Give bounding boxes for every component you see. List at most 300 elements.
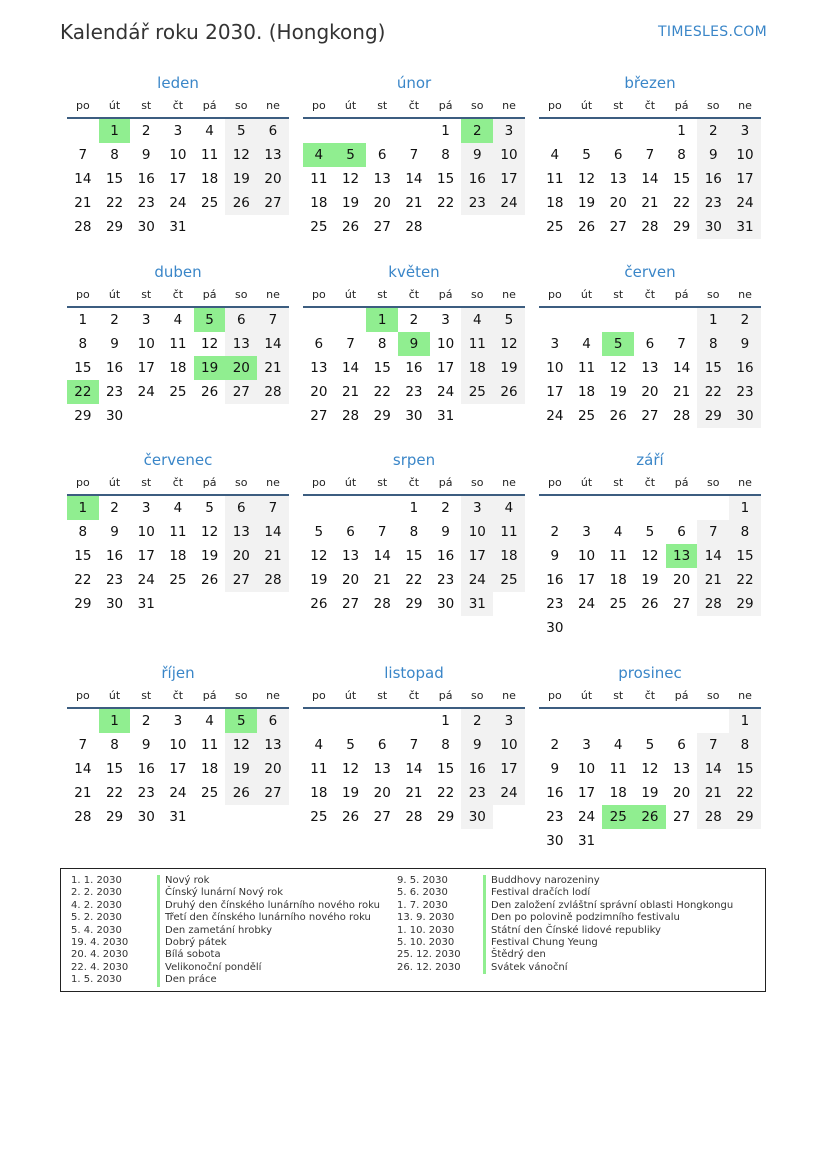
day-cell[interactable]: 27 xyxy=(341,596,360,612)
day-cell[interactable]: 22 xyxy=(437,195,455,211)
day-cell[interactable]: 21 xyxy=(257,356,289,380)
day-cell[interactable]: 27 xyxy=(609,219,627,235)
day-cell[interactable]: 23 xyxy=(405,384,423,400)
day-cell[interactable]: 15 xyxy=(729,757,761,781)
holiday-cell[interactable]: 5 xyxy=(225,709,257,733)
day-cell[interactable]: 2 xyxy=(461,709,493,733)
day-cell[interactable]: 14 xyxy=(257,332,289,356)
day-cell[interactable]: 3 xyxy=(461,496,493,520)
day-cell[interactable]: 25 xyxy=(546,219,564,235)
day-cell[interactable]: 25 xyxy=(310,809,328,825)
day-cell[interactable]: 12 xyxy=(341,761,360,777)
day-cell[interactable]: 6 xyxy=(257,119,289,143)
day-cell[interactable]: 11 xyxy=(609,548,627,564)
day-cell[interactable]: 18 xyxy=(169,548,187,564)
day-cell[interactable]: 8 xyxy=(729,520,761,544)
holiday-cell[interactable]: 4 xyxy=(303,143,335,167)
holiday-cell[interactable]: 2 xyxy=(461,119,493,143)
day-cell[interactable]: 12 xyxy=(225,143,257,167)
day-cell[interactable]: 31 xyxy=(461,592,493,616)
day-cell[interactable]: 6 xyxy=(613,147,623,163)
day-cell[interactable]: 7 xyxy=(409,147,419,163)
day-cell[interactable]: 27 xyxy=(673,809,691,825)
day-cell[interactable]: 11 xyxy=(201,147,219,163)
day-cell[interactable]: 18 xyxy=(201,171,219,187)
holiday-cell[interactable]: 5 xyxy=(602,332,634,356)
day-cell[interactable]: 19 xyxy=(341,195,360,211)
day-cell[interactable]: 15 xyxy=(405,548,423,564)
day-cell[interactable]: 27 xyxy=(373,219,391,235)
day-cell[interactable]: 10 xyxy=(729,143,761,167)
day-cell[interactable]: 16 xyxy=(461,757,493,781)
day-cell[interactable]: 30 xyxy=(437,596,455,612)
day-cell[interactable]: 12 xyxy=(577,171,596,187)
day-cell[interactable]: 18 xyxy=(577,384,596,400)
day-cell[interactable]: 11 xyxy=(310,171,328,187)
day-cell[interactable]: 23 xyxy=(437,572,455,588)
day-cell[interactable]: 29 xyxy=(697,404,729,428)
day-cell[interactable]: 7 xyxy=(377,524,387,540)
day-cell[interactable]: 4 xyxy=(493,496,525,520)
day-cell[interactable]: 5 xyxy=(346,737,355,753)
day-cell[interactable]: 15 xyxy=(729,544,761,568)
day-cell[interactable]: 19 xyxy=(641,785,659,801)
day-cell[interactable]: 28 xyxy=(74,809,92,825)
day-cell[interactable]: 27 xyxy=(225,380,257,404)
day-cell[interactable]: 17 xyxy=(137,360,155,376)
day-cell[interactable]: 8 xyxy=(677,147,686,163)
day-cell[interactable]: 9 xyxy=(141,737,151,753)
day-cell[interactable]: 28 xyxy=(257,568,289,592)
day-cell[interactable]: 28 xyxy=(74,219,92,235)
day-cell[interactable]: 2 xyxy=(141,123,151,139)
day-cell[interactable]: 22 xyxy=(373,384,391,400)
day-cell[interactable]: 28 xyxy=(697,592,729,616)
day-cell[interactable]: 12 xyxy=(341,171,360,187)
day-cell[interactable]: 16 xyxy=(437,548,455,564)
day-cell[interactable]: 23 xyxy=(137,195,155,211)
day-cell[interactable]: 19 xyxy=(310,572,328,588)
day-cell[interactable]: 26 xyxy=(225,191,257,215)
day-cell[interactable]: 29 xyxy=(729,805,761,829)
day-cell[interactable]: 19 xyxy=(577,195,596,211)
day-cell[interactable]: 26 xyxy=(609,408,627,424)
day-cell[interactable]: 2 xyxy=(550,524,560,540)
day-cell[interactable]: 3 xyxy=(729,119,761,143)
day-cell[interactable]: 18 xyxy=(609,572,627,588)
holiday-cell[interactable]: 1 xyxy=(99,119,131,143)
day-cell[interactable]: 26 xyxy=(641,596,659,612)
day-cell[interactable]: 23 xyxy=(546,809,564,825)
day-cell[interactable]: 8 xyxy=(110,147,119,163)
day-cell[interactable]: 14 xyxy=(373,548,391,564)
holiday-cell[interactable]: 9 xyxy=(398,332,430,356)
day-cell[interactable]: 8 xyxy=(729,733,761,757)
day-cell[interactable]: 16 xyxy=(729,356,761,380)
day-cell[interactable]: 17 xyxy=(437,360,455,376)
day-cell[interactable]: 25 xyxy=(169,572,187,588)
day-cell[interactable]: 1 xyxy=(78,312,88,328)
day-cell[interactable]: 30 xyxy=(729,404,761,428)
day-cell[interactable]: 14 xyxy=(405,171,423,187)
day-cell[interactable]: 28 xyxy=(405,219,423,235)
day-cell[interactable]: 3 xyxy=(550,336,560,352)
day-cell[interactable]: 21 xyxy=(74,195,92,211)
day-cell[interactable]: 21 xyxy=(673,384,691,400)
day-cell[interactable]: 6 xyxy=(377,737,387,753)
day-cell[interactable]: 18 xyxy=(609,785,627,801)
day-cell[interactable]: 28 xyxy=(257,380,289,404)
day-cell[interactable]: 1 xyxy=(441,713,450,729)
day-cell[interactable]: 4 xyxy=(461,308,493,332)
day-cell[interactable]: 24 xyxy=(577,809,596,825)
day-cell[interactable]: 4 xyxy=(173,312,183,328)
day-cell[interactable]: 6 xyxy=(346,524,355,540)
day-cell[interactable]: 29 xyxy=(74,596,92,612)
day-cell[interactable]: 20 xyxy=(673,572,691,588)
day-cell[interactable]: 21 xyxy=(257,544,289,568)
day-cell[interactable]: 29 xyxy=(405,596,423,612)
day-cell[interactable]: 28 xyxy=(373,596,391,612)
day-cell[interactable]: 2 xyxy=(409,312,419,328)
day-cell[interactable]: 27 xyxy=(373,809,391,825)
day-cell[interactable]: 24 xyxy=(169,195,187,211)
day-cell[interactable]: 20 xyxy=(609,195,627,211)
day-cell[interactable]: 8 xyxy=(110,737,119,753)
day-cell[interactable]: 4 xyxy=(550,147,560,163)
day-cell[interactable]: 14 xyxy=(405,761,423,777)
day-cell[interactable]: 11 xyxy=(577,360,596,376)
day-cell[interactable]: 28 xyxy=(341,408,360,424)
day-cell[interactable]: 28 xyxy=(405,809,423,825)
day-cell[interactable]: 6 xyxy=(225,308,257,332)
holiday-cell[interactable]: 19 xyxy=(194,356,226,380)
day-cell[interactable]: 23 xyxy=(461,781,493,805)
day-cell[interactable]: 10 xyxy=(461,520,493,544)
day-cell[interactable]: 7 xyxy=(78,737,88,753)
day-cell[interactable]: 19 xyxy=(341,785,360,801)
day-cell[interactable]: 10 xyxy=(577,761,596,777)
day-cell[interactable]: 1 xyxy=(729,709,761,733)
day-cell[interactable]: 19 xyxy=(225,757,257,781)
day-cell[interactable]: 20 xyxy=(257,167,289,191)
day-cell[interactable]: 25 xyxy=(201,785,219,801)
day-cell[interactable]: 6 xyxy=(314,336,324,352)
day-cell[interactable]: 10 xyxy=(493,733,525,757)
day-cell[interactable]: 16 xyxy=(697,167,729,191)
day-cell[interactable]: 8 xyxy=(697,332,729,356)
day-cell[interactable]: 28 xyxy=(641,219,659,235)
day-cell[interactable]: 9 xyxy=(550,761,560,777)
day-cell[interactable]: 12 xyxy=(201,524,219,540)
day-cell[interactable]: 7 xyxy=(409,737,419,753)
day-cell[interactable]: 25 xyxy=(461,380,493,404)
day-cell[interactable]: 26 xyxy=(341,809,360,825)
day-cell[interactable]: 18 xyxy=(546,195,564,211)
day-cell[interactable]: 30 xyxy=(546,620,564,636)
day-cell[interactable]: 6 xyxy=(677,524,686,540)
day-cell[interactable]: 22 xyxy=(437,785,455,801)
day-cell[interactable]: 17 xyxy=(169,171,187,187)
day-cell[interactable]: 15 xyxy=(437,761,455,777)
day-cell[interactable]: 23 xyxy=(137,785,155,801)
day-cell[interactable]: 20 xyxy=(310,384,328,400)
day-cell[interactable]: 30 xyxy=(546,833,564,849)
holiday-cell[interactable]: 1 xyxy=(366,308,398,332)
day-cell[interactable]: 26 xyxy=(310,596,328,612)
day-cell[interactable]: 16 xyxy=(405,360,423,376)
day-cell[interactable]: 29 xyxy=(105,809,124,825)
day-cell[interactable]: 24 xyxy=(577,596,596,612)
day-cell[interactable]: 30 xyxy=(105,408,124,424)
day-cell[interactable]: 30 xyxy=(405,408,423,424)
day-cell[interactable]: 9 xyxy=(729,332,761,356)
day-cell[interactable]: 21 xyxy=(74,785,92,801)
day-cell[interactable]: 15 xyxy=(105,761,124,777)
day-cell[interactable]: 30 xyxy=(137,809,155,825)
day-cell[interactable]: 10 xyxy=(437,336,455,352)
day-cell[interactable]: 2 xyxy=(441,500,450,516)
day-cell[interactable]: 17 xyxy=(169,761,187,777)
day-cell[interactable]: 26 xyxy=(201,384,219,400)
day-cell[interactable]: 5 xyxy=(493,308,525,332)
day-cell[interactable]: 7 xyxy=(257,496,289,520)
day-cell[interactable]: 13 xyxy=(673,761,691,777)
day-cell[interactable]: 30 xyxy=(105,596,124,612)
day-cell[interactable]: 9 xyxy=(697,143,729,167)
day-cell[interactable]: 29 xyxy=(673,219,691,235)
day-cell[interactable]: 27 xyxy=(257,191,289,215)
day-cell[interactable]: 18 xyxy=(310,785,328,801)
day-cell[interactable]: 24 xyxy=(169,785,187,801)
day-cell[interactable]: 26 xyxy=(341,219,360,235)
day-cell[interactable]: 24 xyxy=(729,191,761,215)
day-cell[interactable]: 26 xyxy=(577,219,596,235)
day-cell[interactable]: 2 xyxy=(110,500,119,516)
day-cell[interactable]: 22 xyxy=(697,380,729,404)
day-cell[interactable]: 22 xyxy=(105,195,124,211)
day-cell[interactable]: 27 xyxy=(673,596,691,612)
day-cell[interactable]: 16 xyxy=(546,572,564,588)
day-cell[interactable]: 29 xyxy=(105,219,124,235)
day-cell[interactable]: 11 xyxy=(169,336,187,352)
day-cell[interactable]: 15 xyxy=(105,171,124,187)
day-cell[interactable]: 20 xyxy=(225,544,257,568)
day-cell[interactable]: 11 xyxy=(310,761,328,777)
day-cell[interactable]: 12 xyxy=(609,360,627,376)
day-cell[interactable]: 21 xyxy=(641,195,659,211)
day-cell[interactable]: 13 xyxy=(341,548,360,564)
day-cell[interactable]: 5 xyxy=(314,524,324,540)
day-cell[interactable]: 28 xyxy=(673,408,691,424)
day-cell[interactable]: 21 xyxy=(341,384,360,400)
day-cell[interactable]: 27 xyxy=(641,408,659,424)
day-cell[interactable]: 3 xyxy=(173,123,183,139)
day-cell[interactable]: 6 xyxy=(645,336,655,352)
day-cell[interactable]: 22 xyxy=(105,785,124,801)
day-cell[interactable]: 31 xyxy=(437,408,455,424)
day-cell[interactable]: 26 xyxy=(493,380,525,404)
day-cell[interactable]: 27 xyxy=(225,568,257,592)
day-cell[interactable]: 15 xyxy=(437,171,455,187)
day-cell[interactable]: 5 xyxy=(582,147,591,163)
day-cell[interactable]: 22 xyxy=(405,572,423,588)
day-cell[interactable]: 21 xyxy=(697,568,729,592)
day-cell[interactable]: 2 xyxy=(110,312,119,328)
day-cell[interactable]: 11 xyxy=(546,171,564,187)
day-cell[interactable]: 17 xyxy=(577,785,596,801)
holiday-cell[interactable]: 20 xyxy=(225,356,257,380)
day-cell[interactable]: 29 xyxy=(373,408,391,424)
day-cell[interactable]: 21 xyxy=(373,572,391,588)
day-cell[interactable]: 8 xyxy=(78,336,88,352)
day-cell[interactable]: 12 xyxy=(493,332,525,356)
day-cell[interactable]: 30 xyxy=(697,215,729,239)
day-cell[interactable]: 4 xyxy=(582,336,591,352)
day-cell[interactable]: 31 xyxy=(137,596,155,612)
day-cell[interactable]: 3 xyxy=(493,119,525,143)
day-cell[interactable]: 24 xyxy=(493,781,525,805)
day-cell[interactable]: 24 xyxy=(137,572,155,588)
day-cell[interactable]: 27 xyxy=(310,408,328,424)
day-cell[interactable]: 10 xyxy=(137,524,155,540)
day-cell[interactable]: 6 xyxy=(257,709,289,733)
day-cell[interactable]: 18 xyxy=(493,544,525,568)
day-cell[interactable]: 13 xyxy=(373,171,391,187)
day-cell[interactable]: 3 xyxy=(582,737,591,753)
day-cell[interactable]: 20 xyxy=(257,757,289,781)
day-cell[interactable]: 18 xyxy=(169,360,187,376)
day-cell[interactable]: 8 xyxy=(441,147,450,163)
day-cell[interactable]: 17 xyxy=(546,384,564,400)
day-cell[interactable]: 3 xyxy=(441,312,450,328)
day-cell[interactable]: 19 xyxy=(201,548,219,564)
day-cell[interactable]: 11 xyxy=(493,520,525,544)
day-cell[interactable]: 19 xyxy=(641,572,659,588)
day-cell[interactable]: 15 xyxy=(673,171,691,187)
day-cell[interactable]: 29 xyxy=(437,809,455,825)
day-cell[interactable]: 10 xyxy=(493,143,525,167)
site-logo[interactable]: TIMESLES.COM xyxy=(658,24,767,40)
day-cell[interactable]: 31 xyxy=(169,219,187,235)
day-cell[interactable]: 31 xyxy=(729,215,761,239)
day-cell[interactable]: 13 xyxy=(310,360,328,376)
day-cell[interactable]: 21 xyxy=(405,195,423,211)
day-cell[interactable]: 23 xyxy=(105,572,124,588)
day-cell[interactable]: 22 xyxy=(729,781,761,805)
day-cell[interactable]: 5 xyxy=(205,500,214,516)
day-cell[interactable]: 3 xyxy=(582,524,591,540)
day-cell[interactable]: 7 xyxy=(346,336,355,352)
day-cell[interactable]: 1 xyxy=(677,123,686,139)
day-cell[interactable]: 8 xyxy=(441,737,450,753)
day-cell[interactable]: 16 xyxy=(137,171,155,187)
day-cell[interactable]: 21 xyxy=(405,785,423,801)
day-cell[interactable]: 14 xyxy=(341,360,360,376)
day-cell[interactable]: 17 xyxy=(137,548,155,564)
day-cell[interactable]: 11 xyxy=(169,524,187,540)
day-cell[interactable]: 1 xyxy=(409,500,419,516)
day-cell[interactable]: 7 xyxy=(697,520,729,544)
day-cell[interactable]: 6 xyxy=(377,147,387,163)
day-cell[interactable]: 31 xyxy=(169,809,187,825)
day-cell[interactable]: 13 xyxy=(373,761,391,777)
day-cell[interactable]: 23 xyxy=(461,191,493,215)
day-cell[interactable]: 6 xyxy=(677,737,686,753)
day-cell[interactable]: 27 xyxy=(257,781,289,805)
day-cell[interactable]: 7 xyxy=(697,733,729,757)
day-cell[interactable]: 20 xyxy=(373,785,391,801)
day-cell[interactable]: 10 xyxy=(169,737,187,753)
day-cell[interactable]: 25 xyxy=(201,195,219,211)
day-cell[interactable]: 14 xyxy=(697,544,729,568)
day-cell[interactable]: 29 xyxy=(74,408,92,424)
day-cell[interactable]: 30 xyxy=(461,805,493,829)
day-cell[interactable]: 24 xyxy=(437,384,455,400)
day-cell[interactable]: 13 xyxy=(257,143,289,167)
day-cell[interactable]: 4 xyxy=(613,524,623,540)
day-cell[interactable]: 18 xyxy=(310,195,328,211)
day-cell[interactable]: 13 xyxy=(257,733,289,757)
day-cell[interactable]: 5 xyxy=(645,524,655,540)
day-cell[interactable]: 17 xyxy=(493,757,525,781)
holiday-cell[interactable]: 13 xyxy=(666,544,698,568)
day-cell[interactable]: 25 xyxy=(493,568,525,592)
day-cell[interactable]: 9 xyxy=(141,147,151,163)
day-cell[interactable]: 12 xyxy=(201,336,219,352)
holiday-cell[interactable]: 5 xyxy=(335,143,367,167)
day-cell[interactable]: 13 xyxy=(641,360,659,376)
day-cell[interactable]: 7 xyxy=(257,308,289,332)
day-cell[interactable]: 10 xyxy=(546,360,564,376)
day-cell[interactable]: 11 xyxy=(201,737,219,753)
day-cell[interactable]: 7 xyxy=(78,147,88,163)
day-cell[interactable]: 1 xyxy=(729,496,761,520)
day-cell[interactable]: 20 xyxy=(373,195,391,211)
day-cell[interactable]: 14 xyxy=(257,520,289,544)
day-cell[interactable]: 20 xyxy=(641,384,659,400)
day-cell[interactable]: 24 xyxy=(137,384,155,400)
holiday-cell[interactable]: 22 xyxy=(67,380,99,404)
day-cell[interactable]: 9 xyxy=(461,143,493,167)
day-cell[interactable]: 17 xyxy=(461,544,493,568)
holiday-cell[interactable]: 5 xyxy=(194,308,226,332)
day-cell[interactable]: 9 xyxy=(441,524,450,540)
day-cell[interactable]: 2 xyxy=(697,119,729,143)
day-cell[interactable]: 9 xyxy=(550,548,560,564)
day-cell[interactable]: 16 xyxy=(546,785,564,801)
day-cell[interactable]: 4 xyxy=(613,737,623,753)
day-cell[interactable]: 19 xyxy=(225,167,257,191)
day-cell[interactable]: 31 xyxy=(577,833,596,849)
day-cell[interactable]: 22 xyxy=(729,568,761,592)
holiday-cell[interactable]: 26 xyxy=(634,805,666,829)
day-cell[interactable]: 28 xyxy=(697,805,729,829)
day-cell[interactable]: 29 xyxy=(729,592,761,616)
day-cell[interactable]: 15 xyxy=(373,360,391,376)
day-cell[interactable]: 21 xyxy=(697,781,729,805)
holiday-cell[interactable]: 1 xyxy=(67,496,99,520)
day-cell[interactable]: 15 xyxy=(74,548,92,564)
day-cell[interactable]: 22 xyxy=(74,572,92,588)
day-cell[interactable]: 1 xyxy=(697,308,729,332)
day-cell[interactable]: 19 xyxy=(493,356,525,380)
day-cell[interactable]: 16 xyxy=(105,360,124,376)
day-cell[interactable]: 20 xyxy=(341,572,360,588)
day-cell[interactable]: 17 xyxy=(729,167,761,191)
day-cell[interactable]: 23 xyxy=(697,191,729,215)
day-cell[interactable]: 14 xyxy=(74,171,92,187)
